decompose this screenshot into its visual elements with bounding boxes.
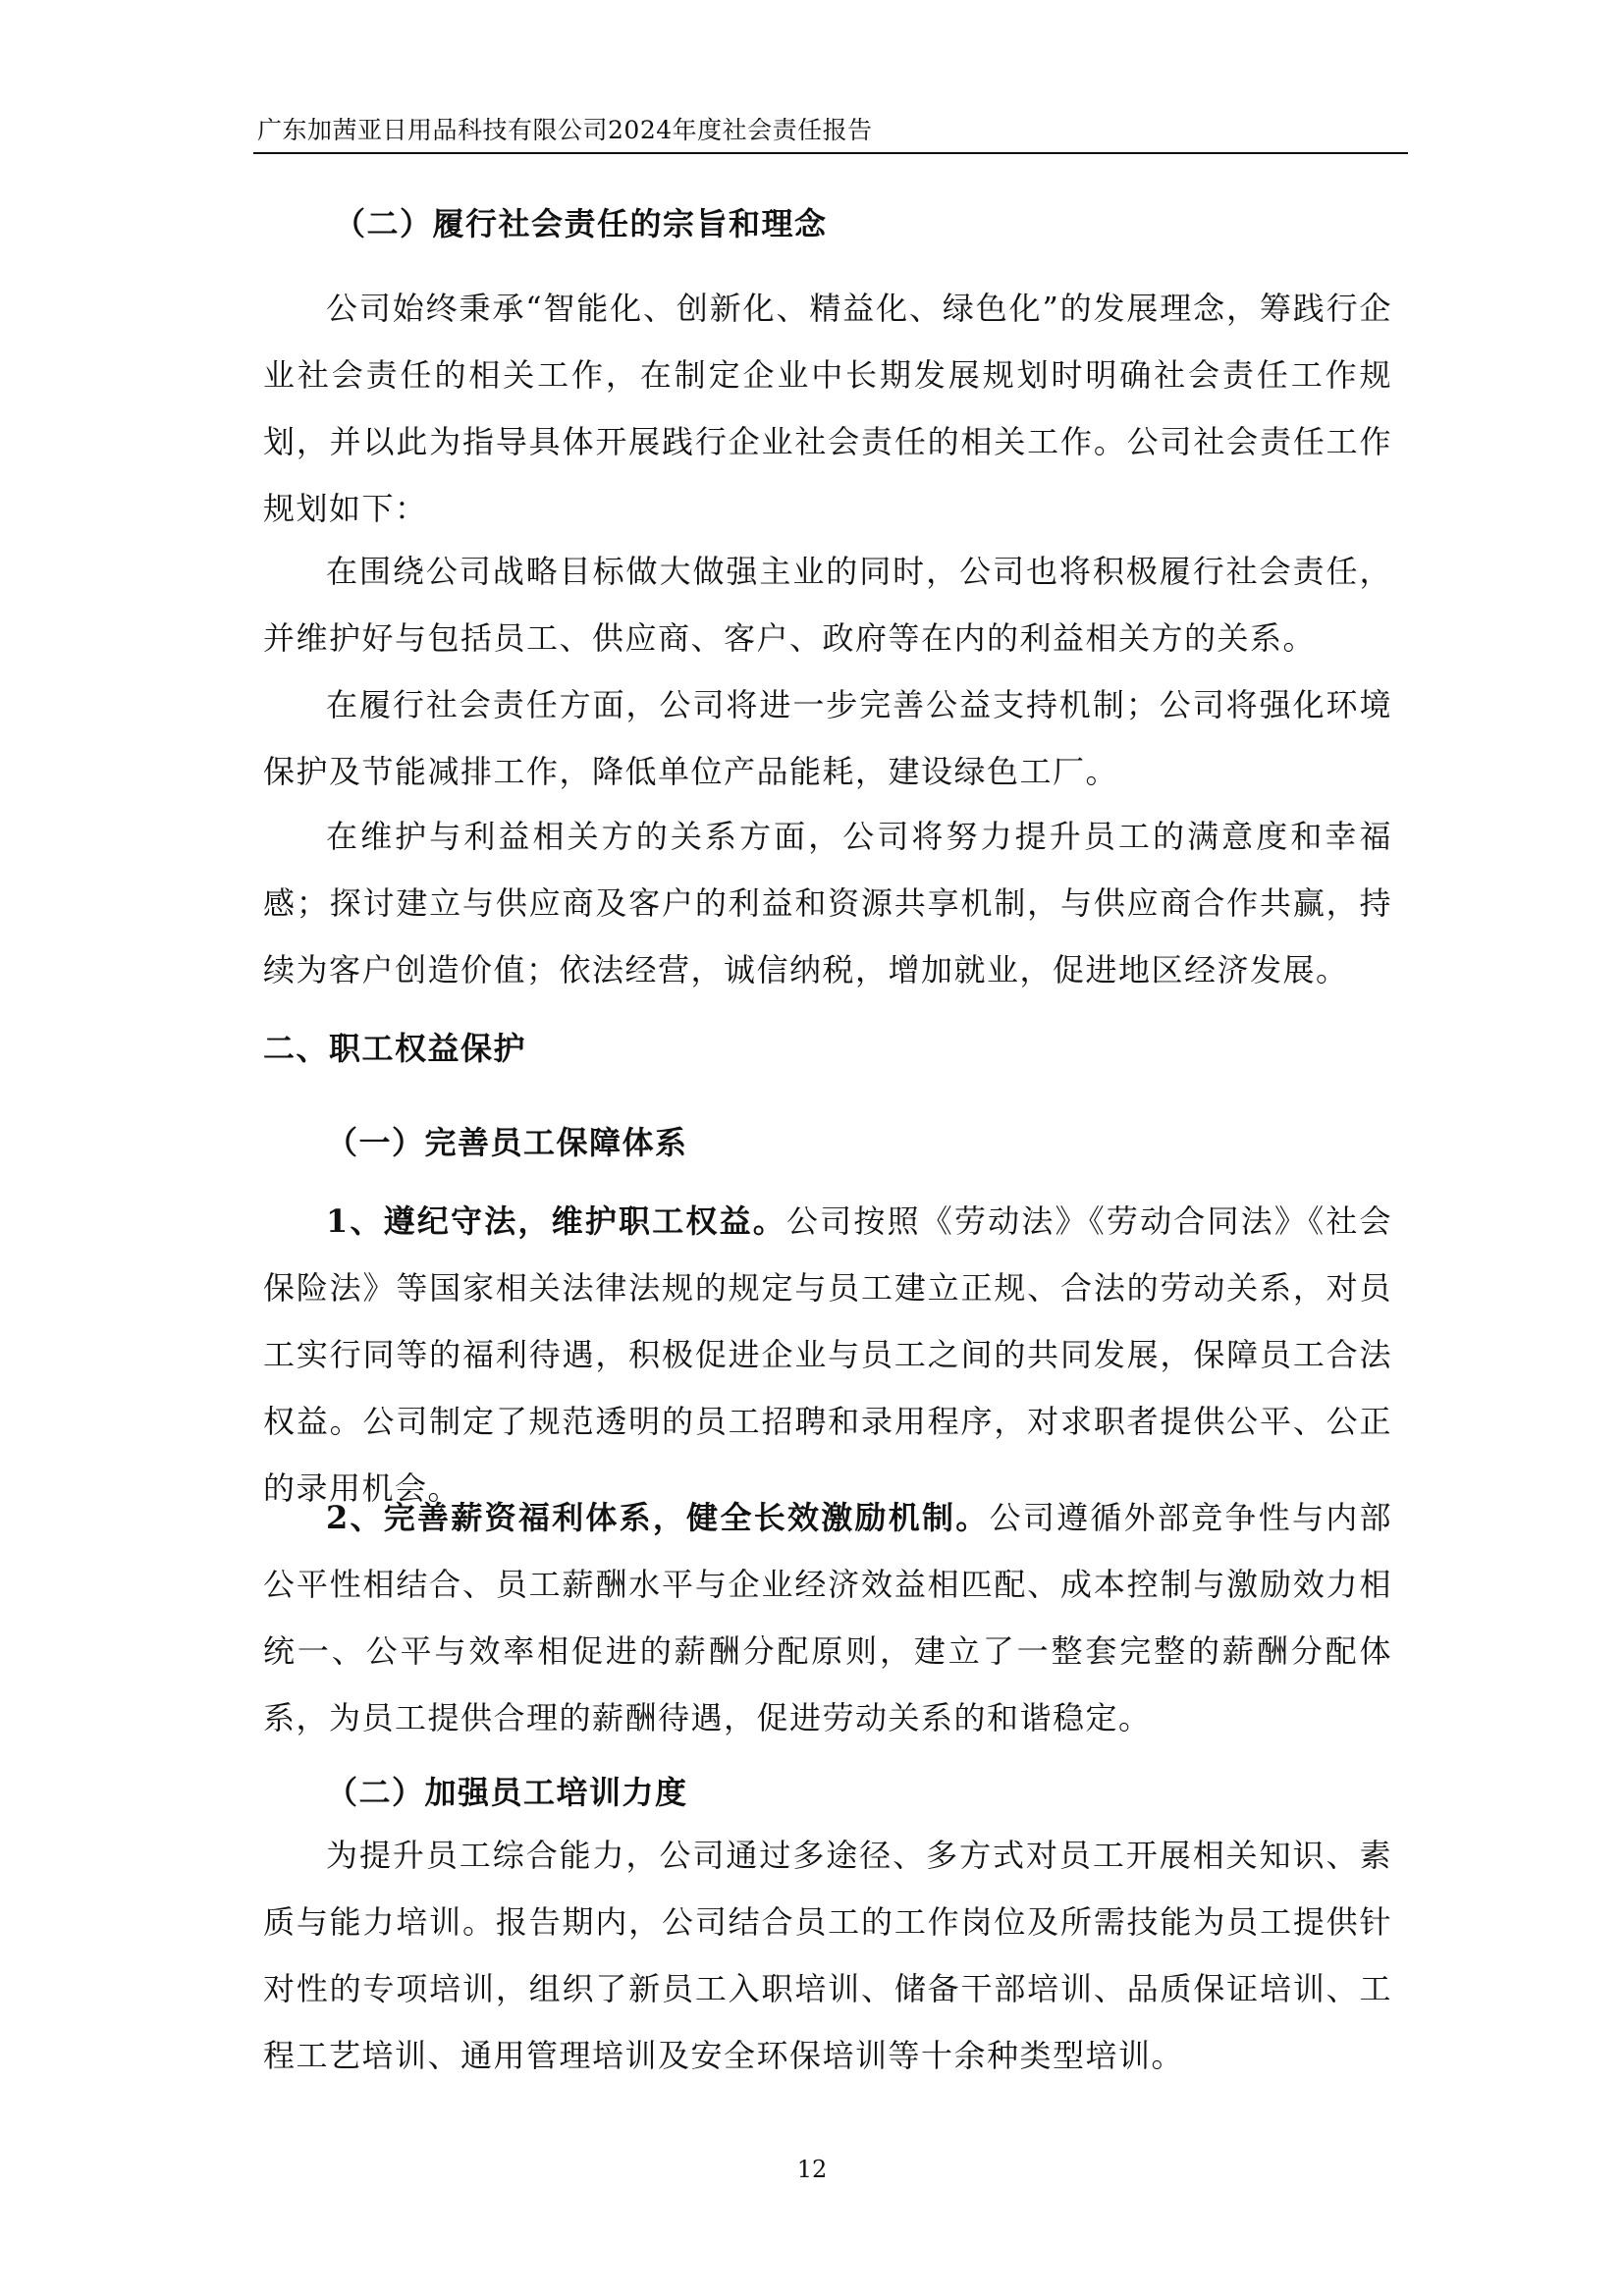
paragraph-labor-law bbox=[263, 1188, 1392, 1522]
item-text-labor-law: 公司按照《劳动法》《劳动合同法》《社会保险法》等国家相关法律法规的规定与员工建立正规、合法的劳动关系，对员工实行同等的福利待遇，积极促进企业与员工之间的共同发展，保障员工合法权益。公司制定了规范透明的员工招聘和录用程序，对求职者提供公平、公正的录用机会。 bbox=[263, 1202, 1392, 1507]
header-divider bbox=[253, 152, 1408, 154]
subsection-heading-training: （二）加强员工培训力度 bbox=[326, 1774, 688, 1811]
paragraph-training: 为提升员工综合能力，公司通过多途径、多方式对员工开展相关知识、素质与能力培训。报告期内，公司结合员工的工作岗位及所需技能为员工提供针对性的专项培训，组织了新员工入职培训、储备干部培训、品质保证培训、工程工艺培训、通用管理培训及安全环保培训等十余种类型培训。 bbox=[263, 1837, 1392, 2074]
page-number: 12 bbox=[796, 2156, 828, 2183]
running-header: 广东加茜亚日用品科技有限公司2024年度社会责任报告 bbox=[257, 116, 873, 144]
section-heading-employee-rights: 二、职工权益保护 bbox=[263, 1030, 527, 1067]
paragraph-social-responsibility: 在履行社会责任方面，公司将进一步完善公益支持机制；公司将强化环境保护及节能减排工作，降低单位产品能耗，建设绿色工厂。 bbox=[263, 686, 1392, 790]
paragraph-stakeholder-value: 在维护与利益相关方的关系方面，公司将努力提升员工的满意度和幸福感；探讨建立与供应商及客户的利益和资源共享机制，与供应商合作共赢，持续为客户创造价值；依法经营，诚信纳税，增加就业，促进地区经济发展。 bbox=[263, 818, 1392, 988]
item-lead-labor-law: 1、遵纪守法，维护职工权益。 bbox=[326, 1202, 786, 1240]
paragraph-development-philosophy: 公司始终秉承“智能化、创新化、精益化、绿色化”的发展理念，筹践行企业社会责任的相关工作，在制定企业中长期发展规划时明确社会责任工作规划，并以此为指导具体开展践行企业社会责任的相关工作。公司社会责任工作规划如下： bbox=[263, 290, 1392, 527]
section-heading-purpose: （二）履行社会责任的宗旨和理念 bbox=[334, 205, 828, 242]
paragraph-compensation bbox=[263, 1484, 1392, 1751]
subsection-heading-security-system: （一）完善员工保障体系 bbox=[326, 1124, 688, 1161]
item-lead-compensation: 2、完善薪资福利体系，健全长效激励机制。 bbox=[326, 1499, 990, 1536]
paragraph-stakeholder-relations: 在围绕公司战略目标做大做强主业的同时，公司也将积极履行社会责任，并维护好与包括员工、供应商、客户、政府等在内的利益相关方的关系。 bbox=[263, 553, 1392, 657]
item-text-compensation: 公司遵循外部竞争性与内部公平性相结合、员工薪酬水平与企业经济效益相匹配、成本控制与激励效力相统一、公平与效率相促进的薪酬分配原则，建立了一整套完整的薪酬分配体系，为员工提供合理的薪酬待遇，促进劳动关系的和谐稳定。 bbox=[263, 1499, 1392, 1736]
